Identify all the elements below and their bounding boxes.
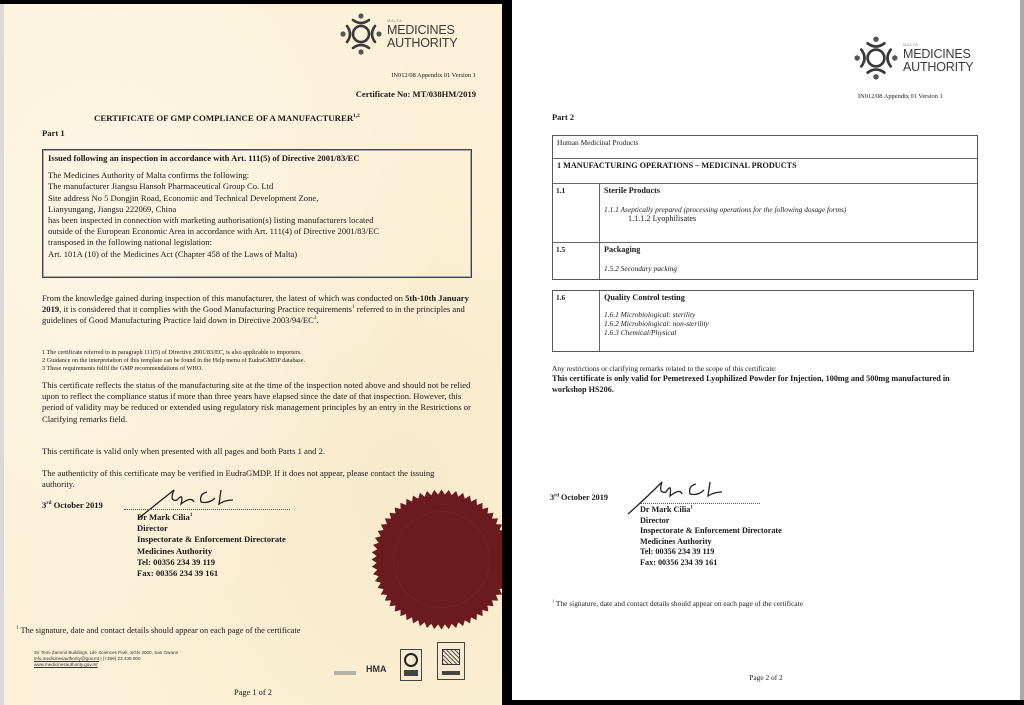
validity-paragraph: This certificate reflects the status of the manufacturing site at the time of the inspection noted above and should not be relied upon to reflect the compliance status if more than three years have elapsed since the date of that inspection. However, this period of validity may be reduced or extended using regulatory risk management principles by an entry in the Restrictions or Clarifying remarks field. [42, 380, 471, 424]
para-text: referred to in the principles and guidelines of Good Manufacturing Practice laid down in Directive 2003/94/EC [42, 304, 465, 326]
row-number: 1.5 [553, 243, 600, 279]
logo-line2: AUTHORITY [903, 59, 974, 74]
box-line: has been inspected in connection with marketing authorisation(s) listing manufacturers located [48, 215, 374, 226]
row-item: 1.6.2 Microbiological: non-sterility [604, 318, 709, 328]
address-footer [34, 650, 178, 668]
medicines-authority-sun-icon [339, 12, 383, 56]
operations-table [552, 135, 978, 280]
box-heading: Issued following an inspection in accordance with Art. 111(5) of Directive 2001/83/EC [48, 153, 360, 163]
compliance-paragraph [42, 293, 472, 327]
award-badge [437, 642, 465, 680]
doc-reference: IN012/08 Appendix 01 Version 1 [858, 93, 943, 100]
page-edge [1020, 0, 1024, 700]
wax-seal-icon [369, 487, 502, 632]
authenticity-paragraph: The authenticity of this certificate may be verified in EudraGMDP. If it does not appear, please contact the issuing authority. [42, 468, 435, 490]
certificate-title [94, 113, 360, 123]
certificate-number-label: Certificate No: [355, 89, 411, 99]
medicines-authority-logo [339, 12, 457, 56]
phone: | (+356) 23 439 000 [99, 656, 141, 661]
box-line: Lianyungang, Jiangsu 222069, China [48, 203, 177, 214]
superscript: 1 [352, 304, 355, 311]
row-item: 1.6.3 Chemical/Physical [604, 327, 677, 337]
restrictions-text: This certificate is only valid for Pemetrexed Lyophilized Powder for Injection, 100mg and 500mg manufactured in workshop HS206. [552, 374, 950, 394]
footnotes [42, 349, 482, 374]
box-line-manufacturer: The manufacturer Jiangsu Hansoh Pharmaceutical Group Co. Ltd [48, 181, 274, 192]
signatory-block [137, 512, 286, 579]
signatory-directorate: Inspectorate & Enforcement Directorate [137, 534, 286, 545]
address-line: Sir Temi Żammit Buildings, Life Sciences Park, SĠN 3000, San Ġwann [34, 650, 179, 655]
certificate-number-value: MT/038HM/2019 [412, 89, 476, 99]
signatory-fax: Fax: 00356 234 39 161 [640, 557, 718, 567]
iso-cert-badge [400, 649, 422, 681]
footnote-2: 2 Guidance on the interpretation of this template can be found in the Help menu of EudraGMDP database. [42, 357, 306, 365]
row-subitem: 1.1.1.2 Lyophilisates [628, 213, 697, 223]
signatory-directorate: Inspectorate & Enforcement Directorate [640, 526, 782, 536]
medicines-authority-sun-icon [853, 35, 899, 81]
euro-logo [334, 671, 356, 675]
page-number: Page 2 of 2 [749, 673, 783, 682]
inspection-details-box [42, 149, 472, 278]
email-link[interactable]: info.medicinesauthority@gov.mt [34, 656, 100, 661]
signature-line [640, 502, 760, 504]
part-2-label: Part 2 [552, 113, 575, 122]
signatory-tel: Tel: 00356 234 39 119 [137, 556, 215, 567]
pages-validity-paragraph: This certificate is valid only when presented with all pages and both Parts 1 and 2. [42, 446, 326, 456]
logo-line1: MEDICINES [387, 23, 455, 37]
product-type: Human Medicinal Products [557, 138, 639, 147]
signatory-name: Dr Mark Cilia$^1$ [640, 505, 693, 514]
logo-country: MALTA [903, 42, 919, 47]
hma-logo: HMA [366, 664, 387, 674]
signatory-org: Medicines Authority [137, 545, 213, 556]
footnote-3: 3 These requirements fulfil the GMP recommendations of WHO. [42, 365, 203, 373]
row-number: 1.6 [553, 291, 600, 351]
row-body [600, 243, 977, 279]
logo-line1: MEDICINES [903, 47, 971, 61]
signature-footnote: $^1$ The signature, date and contact details should appear on each page of the certificate [552, 598, 803, 608]
restrictions-label: Any restrictions or clarifying remarks related to the scope of this certificate: [552, 364, 777, 373]
signatory-tel: Tel: 00356 234 39 119 [640, 547, 715, 557]
website-link[interactable]: www.medicinesauthority.gov.mt [34, 662, 98, 667]
row-item: 1.6.1 Microbiological: sterility [604, 309, 696, 319]
section-title: 1 MANUFACTURING OPERATIONS – MEDICINAL PRODUCTS [557, 161, 797, 170]
row-title: Sterile Products [604, 186, 661, 195]
date-rest: October 2019 [51, 500, 103, 510]
logo-line2: AUTHORITY [387, 35, 458, 50]
row-body [600, 291, 973, 351]
row-number: 1.1 [553, 184, 600, 242]
certificate-page-2 [512, 0, 1020, 700]
box-line-site-address: Site address No 5 Dongjin Road, Economic and Technical Development Zone, [48, 192, 319, 203]
row-body [600, 184, 977, 242]
table-section-row [553, 159, 977, 184]
table-row [553, 291, 973, 351]
row-item: 1.1.1 Aseptically prepared (processing operations for the following dosage forms) [604, 204, 847, 214]
row-item: 1.5.2 Secondary packing [604, 263, 678, 273]
quality-control-table [552, 290, 974, 352]
box-line-legislation: Art. 101A (10) of the Medicines Act (Chapter 458 of the Laws of Malta) [48, 248, 298, 259]
doc-reference: IN012/08 Appendix 01 Version 1 [391, 72, 476, 79]
signatory-block [640, 505, 782, 569]
table-row [553, 243, 977, 279]
signature-date [42, 500, 103, 511]
footnote-1: 1 The certificate referred to in paragraph 111(5) of Directive 2001/83/EC, is also applicable to importers. [42, 349, 302, 356]
signatory-fax: Fax: 00356 234 39 161 [137, 568, 219, 579]
row-title: Quality Control testing [604, 293, 685, 302]
para-text: . [316, 315, 319, 326]
table-header-row [553, 136, 977, 159]
signature-footnote: $^1$ The signature, date and contact details should appear on each page of the certificate [16, 626, 301, 635]
title-superscript: 1,2 [353, 113, 360, 120]
table-row [553, 184, 977, 243]
inspection-date: 5th-10th January 2019 [42, 293, 469, 315]
part-1-label: Part 1 [42, 128, 65, 138]
row-title: Packaging [604, 245, 641, 254]
logo-country: MALTA [387, 18, 403, 23]
signature-line [124, 508, 290, 510]
para-text: From the knowledge gained during inspection of this manufacturer, the latest of which was conducted on [42, 293, 406, 303]
box-line: outside of the European Economic Area in accordance with Art. 111(4) of Directive 2001/83/EC [48, 226, 380, 237]
box-line: transposed in the following national legislation: [48, 237, 212, 248]
signatory-title: Director [137, 523, 168, 534]
certificate-page-1 [4, 4, 502, 705]
signatory-name: Dr Mark Cilia$^1$ [137, 512, 193, 522]
medicines-authority-logo [853, 35, 973, 81]
page-number: Page 1 of 2 [234, 688, 272, 697]
signature-date: 3rd October 2019 [550, 493, 608, 502]
signatory-title: Director [640, 515, 670, 525]
date-suffix: rd [46, 500, 52, 507]
para-text: , it is considered that it complies with the Good Manufacturing Practice requirements [59, 304, 353, 315]
certificate-title-text: CERTIFICATE OF GMP COMPLIANCE OF A MANUFACTURER [94, 113, 354, 123]
superscript: 3 [313, 315, 317, 322]
date-day: 3 [42, 500, 47, 510]
certificate-number [356, 89, 476, 99]
box-line: The Medicines Authority of Malta confirms the following: [48, 170, 250, 181]
signatory-org: Medicines Authority [640, 536, 712, 546]
